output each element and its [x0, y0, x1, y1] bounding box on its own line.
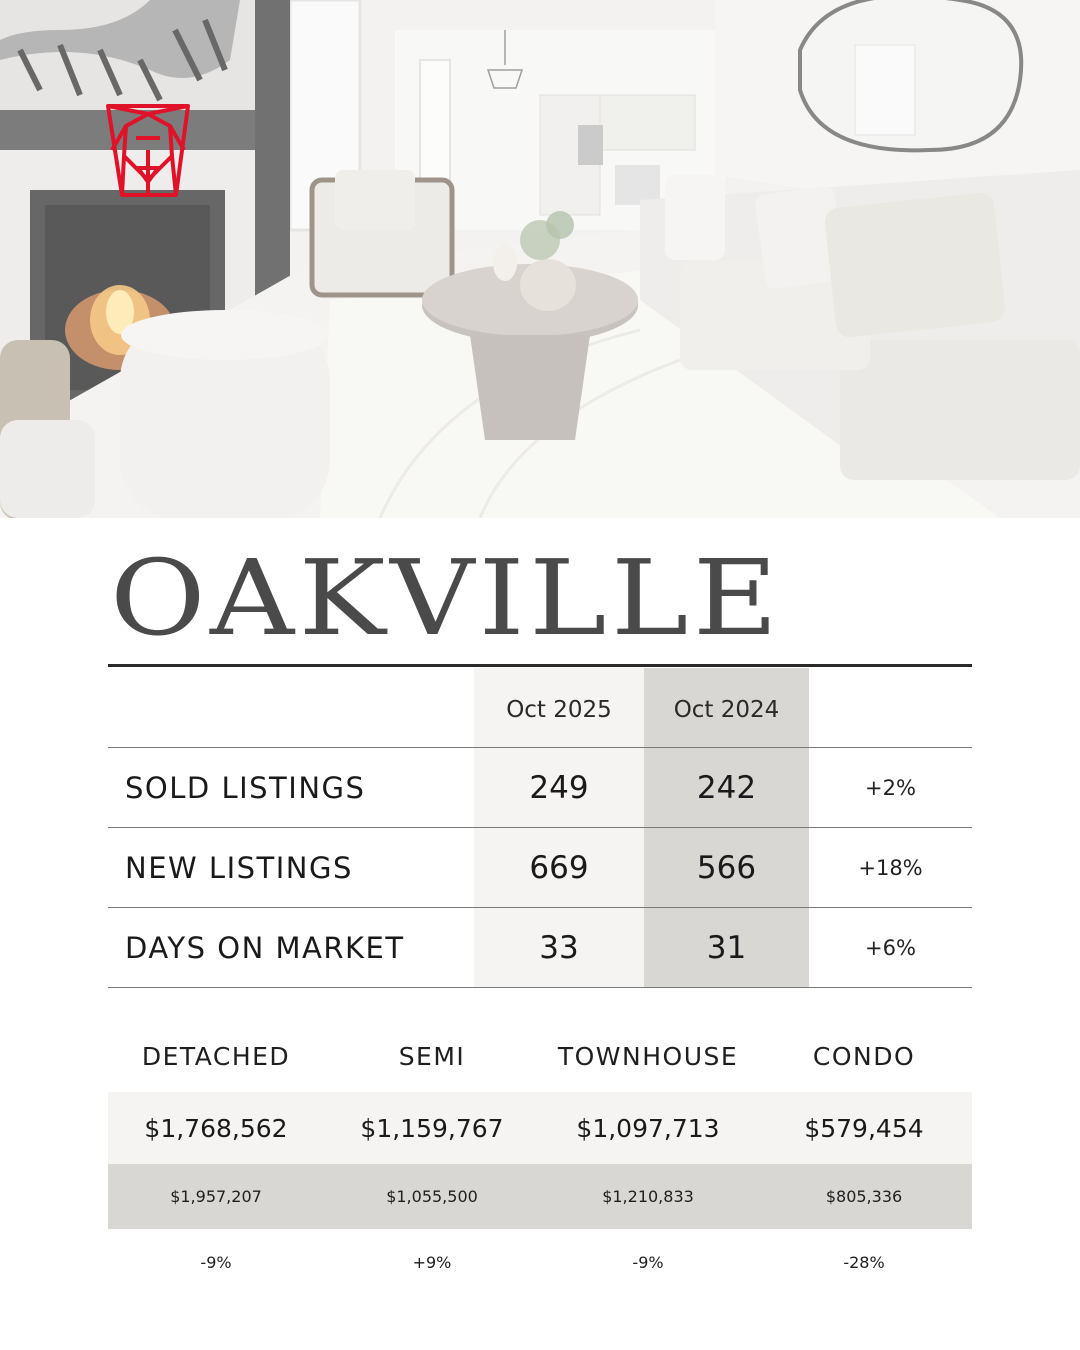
current-value: 669	[529, 850, 589, 886]
previous-value: 566	[696, 850, 757, 886]
page-title: OAKVILLE	[110, 537, 783, 659]
change-value: +6%	[865, 936, 916, 960]
change-value: +18%	[858, 856, 923, 880]
type-label-townhouse: TOWNHOUSE	[557, 1041, 739, 1071]
previous-value: 31	[706, 930, 747, 966]
living-room-illustration	[0, 0, 1080, 518]
current-price: $579,454	[804, 1113, 924, 1143]
table-row	[108, 748, 972, 828]
table-row	[108, 908, 972, 988]
previous-price: $1,055,500	[386, 1187, 478, 1206]
hero-photo	[0, 0, 1080, 518]
current-price: $1,768,562	[144, 1113, 288, 1143]
title-divider	[108, 664, 972, 667]
current-value: 249	[529, 770, 589, 806]
row-label: NEW LISTINGS	[125, 851, 353, 885]
current-price: $1,159,767	[360, 1113, 504, 1143]
previous-value: 242	[696, 770, 757, 806]
column-header-current: Oct 2025	[506, 697, 612, 723]
row-label: SOLD LISTINGS	[125, 771, 366, 805]
type-label-semi: SEMI	[398, 1041, 466, 1071]
price-change: +9%	[412, 1252, 452, 1272]
current-value: 33	[539, 930, 579, 966]
row-divider	[108, 987, 972, 988]
table-header-row	[108, 668, 972, 748]
table-row	[108, 828, 972, 908]
price-change: -9%	[632, 1252, 664, 1272]
previous-price: $805,336	[825, 1187, 903, 1206]
price-change: -28%	[843, 1252, 885, 1272]
previous-price: $1,957,207	[170, 1187, 262, 1206]
column-header-previous: Oct 2024	[673, 697, 780, 723]
price-change: -9%	[200, 1252, 232, 1272]
current-price: $1,097,713	[576, 1113, 720, 1143]
type-label-detached: DETACHED	[141, 1041, 291, 1071]
row-label: DAYS ON MARKET	[125, 931, 405, 965]
change-value: +2%	[865, 776, 916, 800]
previous-price: $1,210,833	[602, 1187, 694, 1206]
type-label-condo: CONDO	[812, 1041, 916, 1071]
